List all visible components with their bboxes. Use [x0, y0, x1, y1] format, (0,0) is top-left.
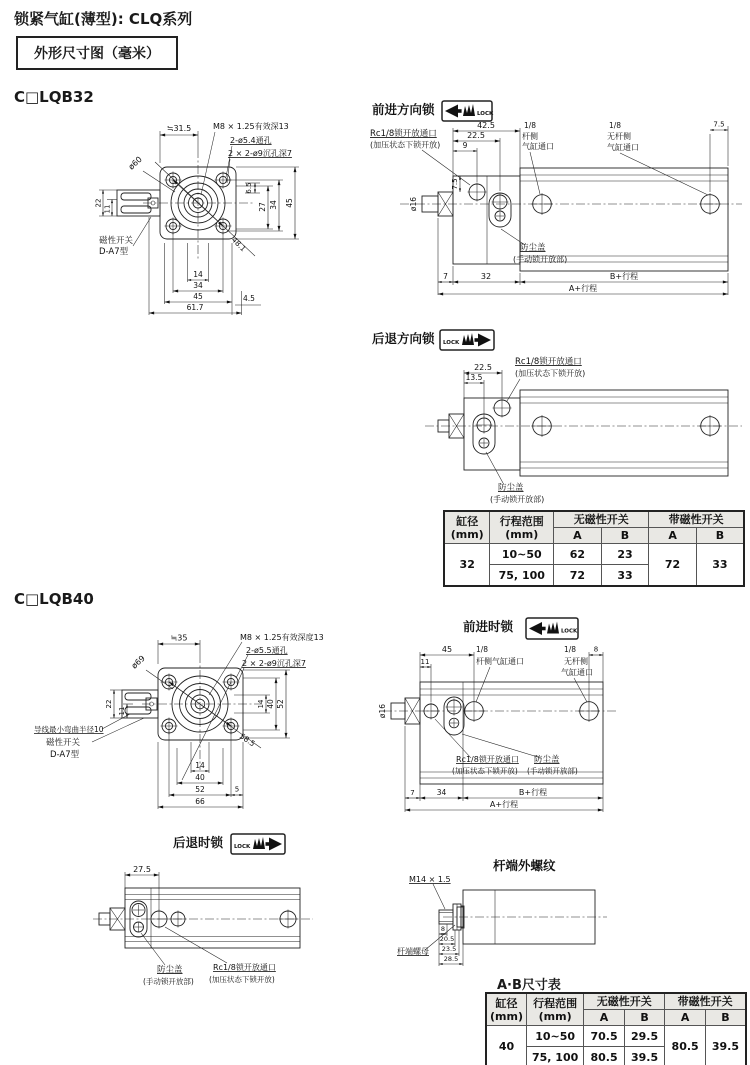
dim-label: 4.5	[243, 294, 255, 303]
clqb40-spec-table-wrap	[485, 992, 747, 1065]
b-value: 33	[601, 565, 649, 587]
dim-label: 32	[480, 272, 492, 281]
lock-release-port	[423, 703, 440, 720]
a-value: 72	[649, 544, 697, 587]
rod-end-thread-drawing	[395, 854, 735, 992]
dim-label: 23.5	[441, 945, 457, 953]
drawing-title: 前进方向锁	[372, 102, 435, 117]
dim-label: 27	[258, 202, 267, 212]
leader-lines	[141, 927, 227, 965]
rod-side-label: 杆侧	[522, 132, 538, 141]
col-header-b: B	[624, 1010, 665, 1026]
section-heading-clqb32: C□LQB32	[14, 88, 94, 106]
leader-lines	[422, 150, 708, 245]
svg-text:LOCK: LOCK	[477, 110, 494, 117]
dust-cover-port	[476, 417, 493, 434]
dust-cover-port	[446, 699, 463, 716]
dim-label: 20.5	[439, 935, 455, 943]
a-value: 70.5	[584, 1026, 625, 1047]
table-row	[444, 544, 744, 565]
dim-label: 13.5	[465, 373, 483, 382]
switch-label: 磁性开关	[46, 738, 81, 748]
dim-label: 52	[276, 699, 285, 709]
b-value: 29.5	[624, 1026, 665, 1047]
col-header-with-switch: 带磁性开关	[649, 511, 744, 528]
dust-cover-note: (手动锁开放部)	[513, 255, 568, 264]
port-size-label: 1/8	[563, 645, 577, 654]
dim-label: 8	[440, 925, 446, 933]
dim-label: 9	[462, 141, 468, 150]
bore-value: 32	[444, 544, 490, 587]
dust-cover-label: 防尘盖	[498, 483, 524, 493]
clqb32-spec-table-wrap	[443, 510, 745, 587]
clqb40-forward-lock-drawing	[378, 612, 750, 814]
drawing-title: 后退方向锁	[372, 331, 435, 346]
col-header-b: B	[705, 1010, 746, 1026]
lock-port-label: Rc1/8锁开放通口	[515, 357, 582, 367]
clqb32-spec-table	[443, 510, 745, 587]
a-value: 80.5	[665, 1026, 706, 1065]
thread-size-label: M14 × 1.5	[409, 875, 451, 884]
col-header-stroke: 行程范围 (mm)	[526, 993, 583, 1026]
dust-cover-label: 防尘盖	[534, 755, 560, 765]
dim-label: 22	[94, 198, 103, 208]
dim-label: 34	[269, 200, 278, 210]
dim-label: B+行程	[518, 788, 548, 797]
drawing-title: 前进时锁	[463, 619, 514, 634]
dim-label: A+行程	[568, 284, 598, 293]
counterbore-label: 2 × 2-ø9沉孔深7	[228, 149, 292, 158]
svg-text:LOCK: LOCK	[234, 843, 251, 850]
head-side-port	[578, 700, 600, 722]
rod-side-port	[531, 415, 553, 437]
dim-label: ≒35	[170, 633, 188, 643]
diagonal-dim-label: 58.5	[238, 731, 257, 749]
dim-label: ≒31.5	[166, 124, 192, 133]
dim-label: 8	[593, 645, 599, 654]
dim-label: 7.5	[451, 178, 459, 190]
lock-port-note: (加压状态下锁开放)	[209, 975, 275, 984]
cylinder-body	[440, 890, 607, 944]
head-side-port	[699, 415, 721, 437]
dust-cover-label: 防尘盖	[520, 243, 546, 253]
lock-backward-icon	[440, 330, 494, 350]
svg-text:LOCK: LOCK	[561, 628, 578, 635]
head-side-label: 气缸通口	[607, 143, 639, 152]
outline-dimensions-box: 外形尺寸图（毫米）	[16, 36, 178, 70]
rod-nut-label: 杆端螺母	[397, 947, 429, 956]
dim-label: 11	[420, 658, 430, 666]
lock-port-label: Rc1/8锁开放通口	[370, 129, 437, 139]
cylinder-body	[93, 888, 313, 948]
dust-cover-note: (手动锁开放部)	[490, 495, 545, 504]
dim-label: 7	[410, 789, 415, 797]
diagonal-dim-label: 48.1	[229, 235, 248, 254]
thread-label: M8 × 1.25有效深13	[213, 122, 289, 131]
dim-label: 22	[105, 699, 113, 709]
lock-backward-icon	[231, 834, 285, 854]
lock-release-port	[150, 910, 169, 929]
head-side-port	[279, 910, 298, 929]
head-side-label: 无杆侧	[564, 657, 588, 666]
lock-forward-icon	[442, 101, 494, 121]
a-value: 72	[554, 565, 602, 587]
dim-label: 11	[103, 204, 112, 214]
col-header-a: A	[554, 528, 602, 544]
leader-lines	[92, 642, 248, 742]
ab-table-title: A·B尺寸表	[497, 978, 561, 993]
lock-port-note: (加压状态下锁开放)	[370, 140, 441, 150]
dim-label: 22.5	[474, 363, 492, 372]
stroke-value: 10~50	[490, 544, 554, 565]
stroke-value: 75, 100	[526, 1047, 583, 1065]
dust-cover-port	[492, 194, 509, 211]
rod-side-port	[170, 911, 187, 928]
table-row	[486, 1026, 746, 1047]
a-value: 62	[554, 544, 602, 565]
port-size-label: 1/8	[608, 121, 622, 130]
rod-diameter-label: ø16	[378, 703, 387, 719]
b-value: 33	[696, 544, 744, 587]
col-header-with-switch: 带磁性开关	[665, 993, 746, 1010]
drawing-title: 杆端外螺纹	[493, 858, 556, 873]
dim-label: A+行程	[489, 800, 519, 809]
col-header-a: A	[665, 1010, 706, 1026]
lock-port-note: (加压状态下锁开放)	[452, 766, 518, 776]
clqb40-spec-table	[485, 992, 747, 1065]
head-side-port	[699, 193, 721, 215]
stroke-value: 75, 100	[490, 565, 554, 587]
switch-model-label: D-A7型	[99, 247, 129, 257]
cylinder-body	[425, 390, 742, 476]
dim-label: 14	[195, 761, 205, 770]
a-value: 80.5	[584, 1047, 625, 1065]
dim-label: 11	[118, 706, 126, 716]
counterbore-label: 2 × 2-ø9沉孔深7	[242, 659, 306, 668]
col-header-no-switch: 无磁性开关	[554, 511, 649, 528]
dust-cover-note: (手动锁开放部)	[527, 766, 578, 776]
col-header-stroke: 行程范围 (mm)	[490, 511, 554, 544]
dim-label: 45	[193, 292, 203, 301]
col-header-a: A	[649, 528, 697, 544]
dim-label: 40	[195, 773, 205, 782]
body-diameter-label: ø69	[129, 653, 147, 671]
dust-cover-label: 防尘盖	[157, 965, 183, 975]
dim-label: 61.7	[186, 303, 204, 312]
lock-forward-icon	[526, 618, 578, 639]
dim-label: 7	[443, 272, 448, 281]
wire-radius-label: 导线最小弯曲半径10	[34, 725, 104, 734]
lock-port-note: (加压状态下锁开放)	[515, 369, 586, 378]
bore-value: 40	[486, 1026, 526, 1065]
b-value: 39.5	[705, 1026, 746, 1065]
lock-port-label: Rc1/8锁开放通口	[456, 755, 519, 764]
rod-side-port	[531, 193, 553, 215]
switch-bracket	[117, 190, 160, 216]
svg-text:LOCK: LOCK	[443, 339, 460, 346]
through-hole-label: 2-ø5.4通孔	[230, 136, 272, 145]
dim-label: 52	[195, 785, 205, 794]
switch-model-label: D-A7型	[50, 750, 80, 760]
dim-label: 40	[266, 699, 275, 709]
dim-label: 6.5	[245, 182, 253, 194]
dim-label: 7.5	[713, 120, 725, 129]
dim-label: 27.5	[133, 865, 151, 874]
dust-cover-note: (手动锁开放部)	[143, 977, 194, 986]
stroke-value: 10~50	[526, 1026, 583, 1047]
col-header-no-switch: 无磁性开关	[584, 993, 665, 1010]
dim-label: 42.5	[477, 121, 495, 130]
lock-port-label: Rc1/8锁开放通口	[213, 963, 276, 972]
body-diameter-label: ø60	[126, 154, 144, 172]
clqb40-front-view-drawing	[30, 618, 390, 826]
dim-label: 28.5	[443, 955, 459, 963]
col-header-a: A	[584, 1010, 625, 1026]
lock-release-port	[493, 399, 512, 418]
head-side-label: 气缸通口	[561, 668, 593, 677]
dim-label: 5	[234, 785, 240, 794]
col-header-bore: 缸径 (mm)	[444, 511, 490, 544]
switch-label: 磁性开关	[99, 236, 134, 246]
dim-label: 45	[441, 645, 453, 654]
rod-side-label: 气缸通口	[522, 142, 554, 151]
body-outline	[142, 654, 262, 770]
rod-side-port	[463, 700, 485, 722]
rod-side-label: 杆侧气缸通口	[476, 657, 524, 666]
col-header-b: B	[601, 528, 649, 544]
col-header-b: B	[696, 528, 744, 544]
clqb32-front-view-drawing	[85, 103, 370, 323]
section-heading-clqb40: C□LQB40	[14, 590, 94, 608]
dim-label: 22.5	[467, 131, 485, 140]
drawing-title: 后退时锁	[173, 835, 224, 850]
page-title: 锁紧气缸(薄型): CLQ系列	[14, 10, 193, 28]
leader-lines	[486, 379, 520, 483]
clqb32-backward-lock-drawing	[370, 326, 750, 510]
thread-label: M8 × 1.25有效深度13	[240, 633, 324, 642]
clqb32-forward-lock-drawing	[370, 96, 750, 308]
dim-label: 66	[195, 797, 205, 806]
through-hole-label: 2-ø5.5通孔	[246, 646, 288, 655]
port-size-label: 1/8	[523, 121, 537, 130]
dim-label: 34	[193, 281, 203, 290]
dimension-lines	[438, 126, 728, 295]
b-value: 39.5	[624, 1047, 665, 1065]
clqb40-backward-lock-drawing	[85, 830, 420, 1002]
rod-diameter-label: ø16	[409, 196, 418, 212]
b-value: 23	[601, 544, 649, 565]
col-header-bore: 缸径 (mm)	[486, 993, 526, 1026]
lock-release-port	[468, 183, 487, 202]
dim-label: 14	[257, 699, 265, 709]
dim-label: 34	[436, 788, 447, 797]
port-size-label: 1/8	[475, 645, 489, 654]
dim-label: 14	[193, 270, 203, 279]
dim-label: 45	[285, 198, 294, 208]
head-side-label: 无杆侧	[607, 132, 631, 141]
dim-label: B+行程	[609, 272, 639, 281]
